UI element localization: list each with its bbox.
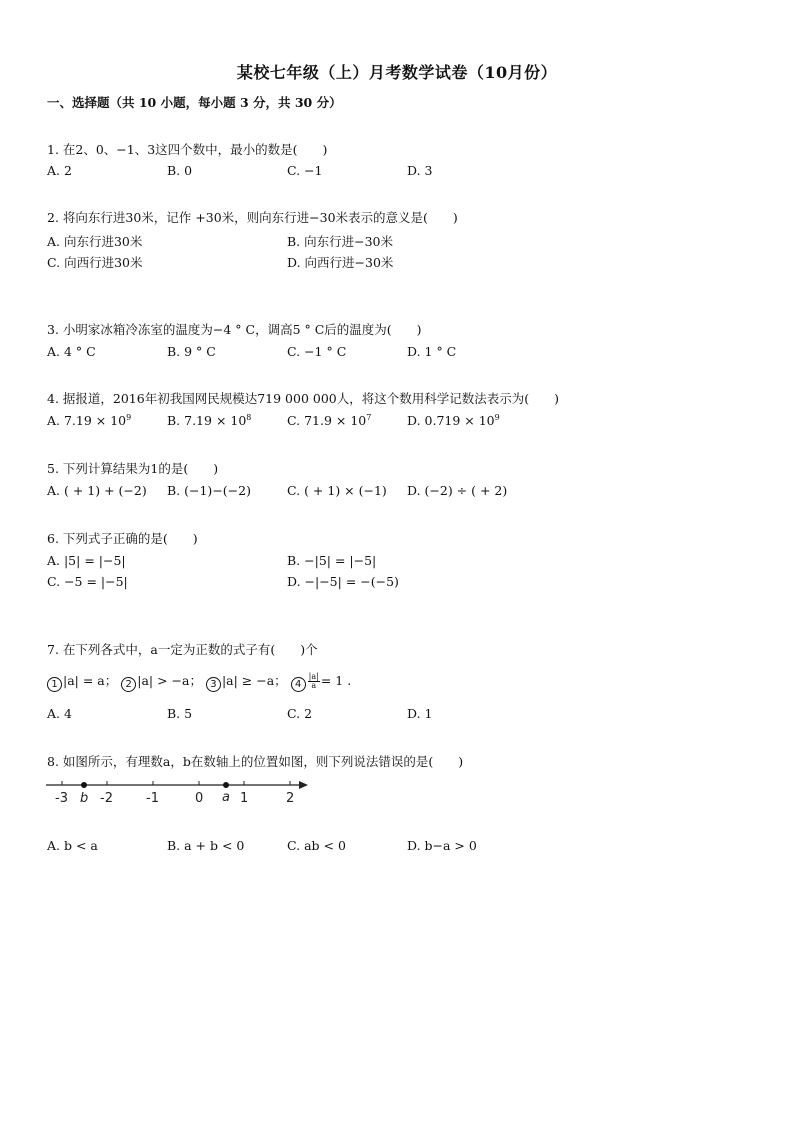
q7-expressions bbox=[47, 671, 351, 692]
question-3-stem: 3. 小明家冰箱冷冻室的温度为−4 ° C，调高5 ° C后的温度为( ) bbox=[47, 322, 422, 337]
q3-option-d: D. 1 ° C bbox=[407, 344, 457, 359]
q4-option-a-base: A. 7.19 × 10 bbox=[47, 413, 127, 428]
q7-option-c: C. 2 bbox=[287, 706, 313, 721]
point-a-label: a bbox=[222, 790, 230, 805]
circled-number-2: 2 bbox=[121, 677, 136, 692]
q1-option-c: C. −1 bbox=[287, 163, 323, 178]
question-4-stem: 4. 据报道，2016年初我国网民规模达719 000 000人，将这个数用科学记数法表示为( ) bbox=[47, 391, 559, 406]
q7-option-a: A. 4 bbox=[47, 706, 72, 721]
q8-option-c: C. ab < 0 bbox=[287, 838, 346, 853]
tick-label-2: 2 bbox=[286, 791, 295, 806]
question-2-stem: 2. 将向东行进30米，记作 +30米，则向东行进−30米表示的意义是( ) bbox=[47, 210, 458, 225]
question-7-stem: 7. 在下列各式中，a一定为正数的式子有( )个 bbox=[47, 642, 318, 657]
q3-option-b: B. 9 ° C bbox=[167, 344, 216, 359]
tick-label-neg2: -2 bbox=[100, 791, 113, 806]
q2-option-d: D. 向西行进−30米 bbox=[287, 255, 394, 270]
tick-label-1: 1 bbox=[240, 791, 249, 806]
q7-option-d: D. 1 bbox=[407, 706, 433, 721]
tick-label-0: 0 bbox=[195, 791, 204, 806]
q1-option-a: A. 2 bbox=[47, 163, 72, 178]
q2-option-a: A. 向东行进30米 bbox=[47, 234, 143, 249]
q8-option-b: B. a + b < 0 bbox=[167, 838, 245, 853]
q7-expr-3: |a| ≥ −a； bbox=[221, 673, 287, 688]
q4-option-c bbox=[287, 413, 371, 428]
page-title: 某校七年级（上）月考数学试卷（10月份） bbox=[236, 63, 558, 82]
q4-option-d-exp: 9 bbox=[494, 413, 500, 422]
q6-option-b: B. −|5| = |−5| bbox=[287, 553, 377, 568]
q2-option-b: B. 向东行进−30米 bbox=[287, 234, 394, 249]
fraction-denominator: a bbox=[311, 681, 317, 690]
point-a-marker bbox=[223, 782, 229, 788]
circled-number-3: 3 bbox=[206, 677, 221, 692]
fraction-numerator: |a| bbox=[308, 672, 319, 681]
circled-number-4: 4 bbox=[291, 677, 306, 692]
q4-option-d bbox=[407, 413, 500, 428]
tick-label-neg1: -1 bbox=[146, 791, 159, 806]
q4-option-a-exp: 9 bbox=[126, 413, 132, 422]
q4-option-b bbox=[167, 413, 251, 428]
q8-option-a: A. b < a bbox=[47, 838, 98, 853]
q1-option-b: B. 0 bbox=[167, 163, 193, 178]
tick-label-neg3: -3 bbox=[55, 791, 68, 806]
q8-option-d: D. b−a > 0 bbox=[407, 838, 477, 853]
q4-option-b-exp: 8 bbox=[246, 413, 252, 422]
q4-option-b-base: B. 7.19 × 10 bbox=[167, 413, 247, 428]
q7-expr-4: = 1 . bbox=[320, 673, 352, 688]
circled-number-1: 1 bbox=[47, 677, 62, 692]
q4-option-c-exp: 7 bbox=[366, 413, 372, 422]
q7-option-b: B. 5 bbox=[167, 706, 193, 721]
q5-option-c: C. ( + 1) × (−1) bbox=[287, 483, 387, 498]
point-b-label: b bbox=[80, 791, 89, 806]
number-line-figure bbox=[40, 775, 320, 807]
q3-option-a: A. 4 ° C bbox=[47, 344, 96, 359]
q5-option-a: A. ( + 1) + (−2) bbox=[47, 483, 147, 498]
q7-fraction bbox=[308, 673, 320, 690]
q4-option-a bbox=[47, 413, 131, 428]
q3-option-c: C. −1 ° C bbox=[287, 344, 347, 359]
section-heading: 一、选择题（共 10 小题，每小题 3 分，共 30 分） bbox=[47, 95, 342, 110]
number-line-arrow bbox=[299, 781, 308, 789]
q6-option-a: A. |5| = |−5| bbox=[47, 553, 126, 568]
q4-option-c-base: C. 71.9 × 10 bbox=[287, 413, 367, 428]
q6-option-c: C. −5 = |−5| bbox=[47, 574, 128, 589]
q7-expr-1: |a| = a； bbox=[63, 673, 118, 688]
question-5-stem: 5. 下列计算结果为1的是( ) bbox=[47, 461, 219, 476]
q5-option-b: B. (−1)−(−2) bbox=[167, 483, 251, 498]
q7-expr-2: |a| > −a； bbox=[137, 673, 202, 688]
q4-option-d-base: D. 0.719 × 10 bbox=[407, 413, 495, 428]
point-b-marker bbox=[81, 782, 87, 788]
q6-option-d: D. −|−5| = −(−5) bbox=[287, 574, 399, 589]
question-6-stem: 6. 下列式子正确的是( ) bbox=[47, 531, 198, 546]
question-8-stem: 8. 如图所示，有理数a，b在数轴上的位置如图，则下列说法错误的是( ) bbox=[47, 754, 464, 769]
q1-option-d: D. 3 bbox=[407, 163, 433, 178]
question-1-stem: 1. 在2、0、−1、3这四个数中，最小的数是( ) bbox=[47, 142, 328, 157]
q2-option-c: C. 向西行进30米 bbox=[47, 255, 143, 270]
q5-option-d: D. (−2) ÷ ( + 2) bbox=[407, 483, 508, 498]
